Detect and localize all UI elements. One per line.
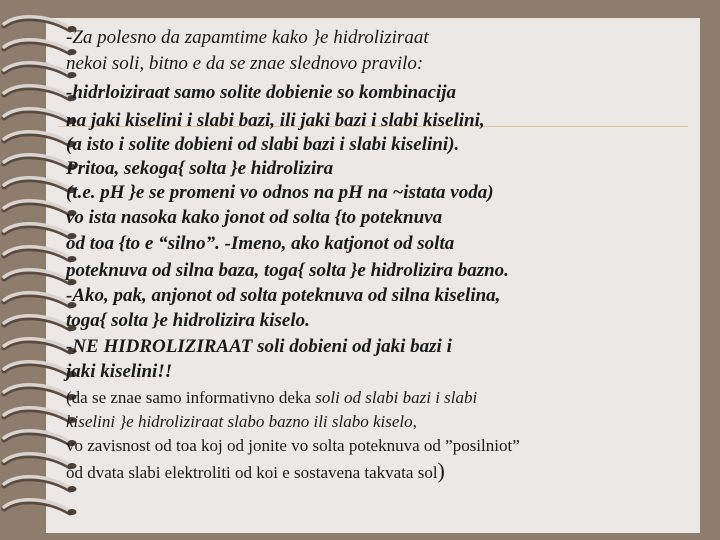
- text-line: -NE HIDROLIZIRAAT soli dobieni od jaki bazi i: [66, 336, 452, 357]
- note-text: od dvata slabi elektroliti od koi e sostavena takvata sol: [66, 463, 438, 482]
- note-line-2: [66, 411, 417, 433]
- note-text-italic: soli od slabi bazi i slabi: [315, 388, 478, 407]
- text-line: na jaki kiselini i slabi bazi, ili jaki bazi i slabi kiselini,: [66, 110, 485, 131]
- text-line: (t.e. pH }e se promeni vo odnos na pH na ~istata voda): [66, 182, 494, 203]
- note-line-3: vo zavisnost od toa koj od jonite vo solta poteknuva od ”posilniot”: [66, 436, 520, 455]
- note-text-italic: kiselini }e hidroliziraat slabo bazno ili slabo kiselo: [66, 412, 413, 431]
- text-line: toga{ solta }e hidrolizira kiselo.: [66, 310, 310, 331]
- closing-paren: ): [437, 458, 445, 483]
- note-text: (da se znae samo informativno deka: [66, 388, 316, 407]
- note-text: ,: [412, 412, 417, 431]
- text-line: -Ako, pak, anjonot od solta poteknuva od silna kiselina,: [66, 285, 501, 306]
- text-line: vo ista nasoka kako jonot od solta {to poteknuva: [66, 207, 443, 228]
- text-line: -hidrloiziraat samo solite dobienie so kombinacija: [66, 82, 457, 103]
- text-line: -Za polesno da zapamtime kako }e hidroliziraat: [66, 27, 429, 48]
- text-line: od toa {to e “silno”. -Imeno, ako katjonot od solta: [66, 233, 455, 254]
- text-line: (a isto i solite dobieni od slabi bazi i slabi kiselini).: [66, 134, 460, 155]
- spiral-ring: [4, 500, 77, 515]
- text-line: Pritoa, sekoga{ solta }e hidrolizira: [66, 158, 334, 179]
- text-line: nekoi soli, bitno e da se znae slednovo pravilo:: [66, 53, 424, 74]
- text-line: jaki kiselini!!: [66, 361, 173, 382]
- note-line-4: [66, 460, 445, 484]
- note-line-1: [66, 387, 477, 409]
- text-line: poteknuva od silna baza, toga{ solta }e hidrolizira bazno.: [66, 260, 509, 281]
